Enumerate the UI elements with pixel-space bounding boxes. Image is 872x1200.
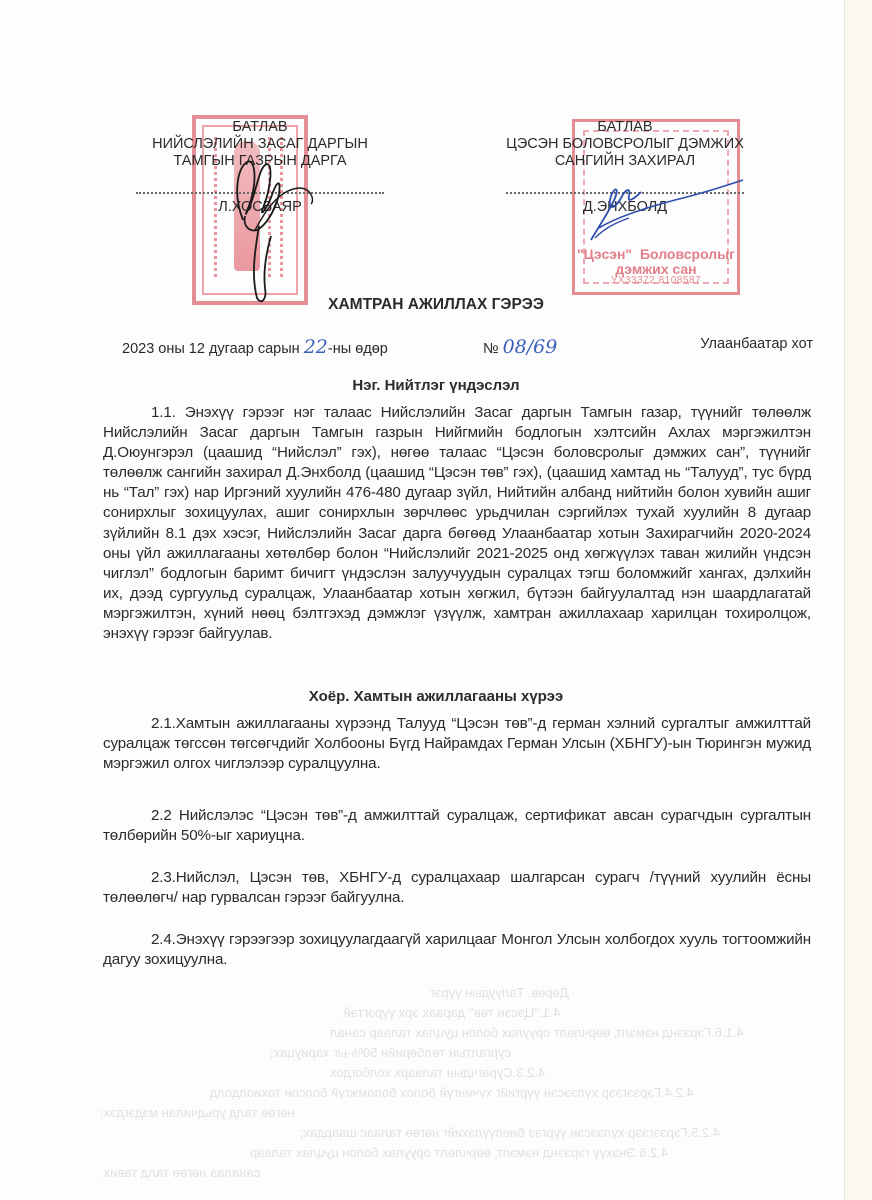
show-through-line: 4.2.6.Энэхүү гэрээнд нэмэлт, өөрчлөлт оруулах болон цуцлах талаар [250, 1145, 669, 1160]
date-prefix: 2023 оны 12 дугаар сарын [122, 341, 300, 357]
approver-position: САНГИЙН ЗАХИРАЛ [554, 153, 696, 169]
date-suffix: -ны өдөр [327, 341, 388, 357]
seal-text: Боловсролыг [639, 246, 735, 262]
contract-city: Улаанбаатар хот [700, 336, 813, 352]
show-through-line: сургалтын төлбөрийн 50%-ыг хариуцах; [270, 1045, 511, 1060]
section-heading: Хоёр. Хамтын ажиллагааны хүрээ [308, 688, 564, 705]
handwritten-number: 08/69 [502, 336, 558, 358]
approve-label: БАТЛАВ [597, 119, 653, 135]
show-through-line: 4.2.3.Сурагчдын талаарх холбогдох [330, 1065, 546, 1080]
approver-position: ТАМГЫН ГАЗРЫН ДАРГА [173, 153, 347, 169]
clause-2-1: 2.1.Хамтын ажиллагааны хүрээнд Талууд “Цэсэн төв”-д герман хэлний сургалтыг амжилттай суралцаж төгссөн төгсөгчдийг Холбооны Бүгд Найрамдах Герман Улсын (ХБНГУ)-ын Тюрингэн мужид мэргэжил олгох чиглэлээр суралцуулна. [103, 715, 811, 773]
number-label: № [483, 341, 499, 357]
document-title: ХАМТРАН АЖИЛЛАХ ГЭРЭЭ [328, 296, 544, 313]
show-through-line: Дөрөв. Талуудын үүрэг [430, 985, 569, 1000]
clause-2-3: 2.3.Нийслэл, Цэсэн төв, ХБНГУ-д суралцахаар шалгарсан сурагч /түүний хуулийн ёсны төлөөлөгч/ нар гурвалсан гэрээг байгуулна. [103, 869, 811, 907]
signer-name: Л.ХОСБАЯР [218, 199, 302, 215]
contract-date [122, 336, 388, 358]
show-through-line: 4.2.4.Гэрээгээр хүлээсэн үүргийг хүчингүй болох боломжгүй болсон тохиолдолд [210, 1085, 694, 1100]
seal-text: дэмжих сан [615, 261, 697, 277]
section-heading: Нэг. Нийтлэг үндэслэл [352, 377, 520, 394]
approval-block-left [135, 119, 385, 216]
seal-registration-number: УХ33372 8108587 [610, 275, 702, 286]
clause-1-1: 1.1. Энэхүү гэрээг нэг талаас Нийслэлийн Засаг даргын Тамгын газар, түүнийг төлөөлж Нийслэлийн Засаг даргын Тамгын газрын Нийгмийн бодлогын хэлтсийн Ахлах мэргэжилтэн Д.Оюунгэрэл (цаашид “Нийслэл” гэх), нөгөө талаас “Цэсэн боловсролыг дэмжих сан”, түүнийг төлөөлж сангийн захирал Д.Энхболд (цаашид “Цэсэн төв” гэх), (цаашид хамтад нь “Талууд”, тус бүрд нь “Тал” гэх) нар Иргэний хуулийн 476-480 дугаар зүйл, Нийтийн албанд нийтийн болон хувийн ашиг сонирхлыг зохицуулах, ашиг сонирхлын зөрчлөөс урьдчилан сэргийлэх тухай хуулийн 8 дугаар зүйлийн 8.1 дэх хэсэг, Нийслэлийн Засаг дарга бөгөөд Улаанбаатар хотын Захирагчийн 2020-2024 оны үйл ажиллагааны хөтөлбөр болон “Нийслэлийг 2021-2025 онд хөгжүүлэх таван жилийн үндсэн чиглэл” бодлогын баримт бичигт үндэслэн залуучуудын суралцах тэгш боломжийг хангах, дэлхийн их, дээд сургуульд суралцаж, Улаанбаатар хотын хөгжил, бүтээн байгуулалтад нэн шаардлагатай мэргэжилтэн, хүний нөөц бэлтгэхэд дэмжлэг үзүүлж, хамтран ажиллахаар харилцан тохиролцож, энэхүү гэрээг байгуулав. [103, 404, 811, 643]
scan-edge-strip [844, 0, 872, 1200]
clause-2-4: 2.4.Энэхүү гэрээгээр зохицуулагдаагүй харилцааг Монгол Улсын холбогдох хууль тогтоомжийн дагуу зохицуулна. [103, 931, 811, 969]
approval-block-right [470, 119, 780, 216]
show-through-line: 4.1.6.Гэрээнд нэмэлт, өөрчлөлт оруулах болон цуцлах талаар санал [330, 1025, 744, 1040]
show-through-line: нөгөө талд урьдчилан мэдэгдэх; [100, 1105, 295, 1120]
show-through-line: 4.1."Цэсэн төв" дараах эрх үүрэгтэй. [340, 1005, 561, 1020]
signature-line [506, 192, 744, 195]
show-through-line: 4.2.5.Гэрээгээр хүлээсэн үүргээ биелүүлэхийг нөгөө талаас шаардах; [300, 1125, 721, 1140]
contract-number [483, 336, 557, 358]
approver-position: ЦЭСЭН БОЛОВСРОЛЫГ ДЭМЖИХ [506, 136, 744, 152]
signature-line [136, 192, 384, 195]
seal-text: "Цэсэн" [577, 246, 633, 262]
show-through-line: саналаа нөгөө талд тавих. [100, 1165, 261, 1180]
signer-name: Д.ЭНХБОЛД [582, 199, 668, 215]
handwritten-day: 22 [303, 336, 328, 358]
approve-label: БАТЛАВ [232, 119, 288, 135]
approver-position: НИЙСЛЭЛИЙН ЗАСАГ ДАРГЫН [152, 136, 368, 152]
clause-2-2: 2.2 Нийслэлэс “Цэсэн төв”-д амжилттай суралцаж, сертификат авсан сурагчдын сургалтын төлбөрийн 50%-ыг хариуцна. [103, 807, 811, 845]
